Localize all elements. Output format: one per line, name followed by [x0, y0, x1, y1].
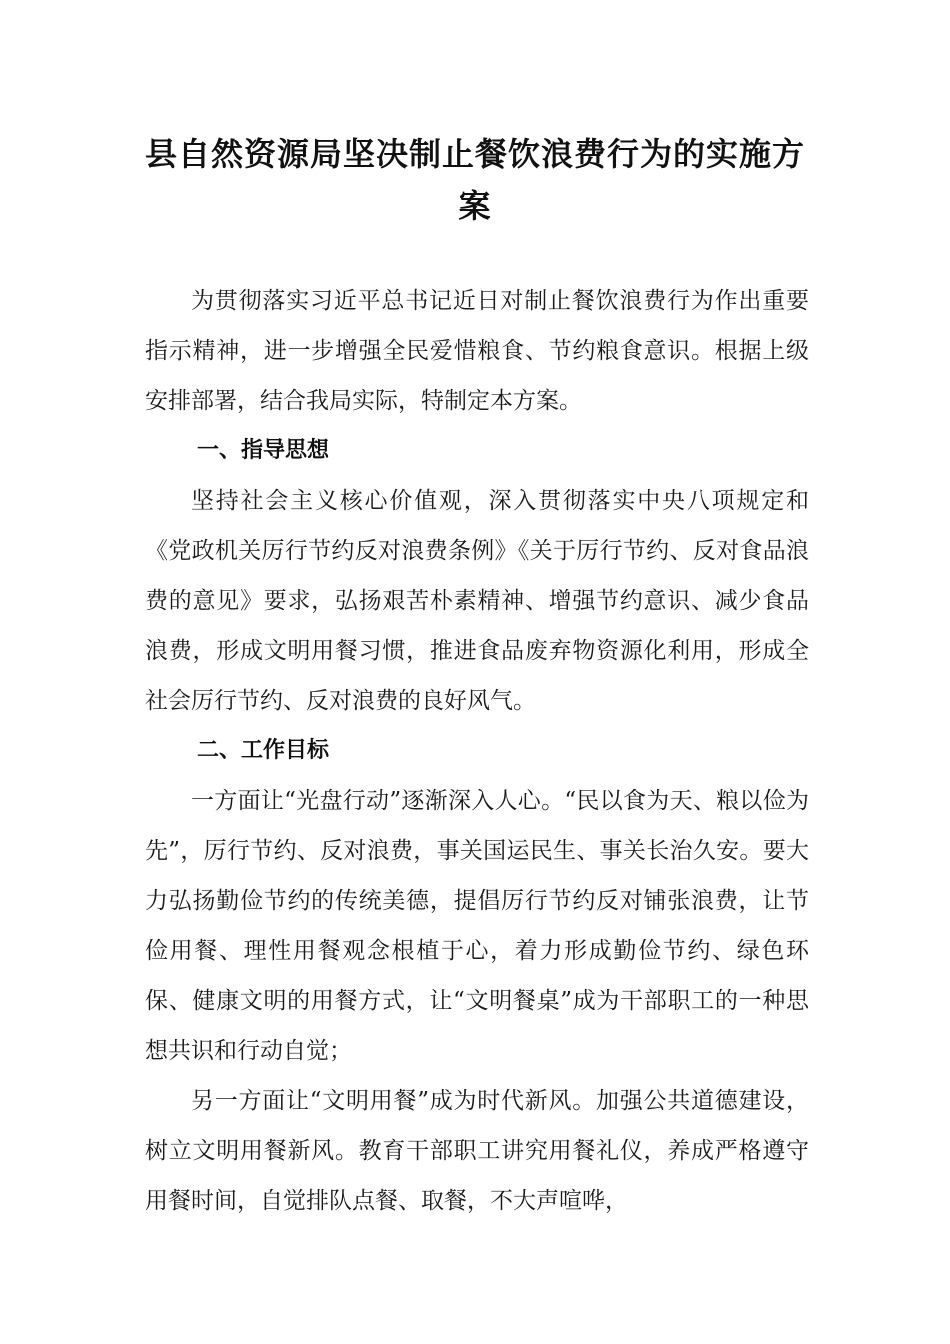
section-heading-guiding-ideology: 一、指导思想	[197, 438, 330, 463]
work-goals-paragraph-1: 一方面让“光盘行动”逐渐深入人心。“民以食为天、粮以俭为先”，厉行节约、反对浪费，事关国运民生、事关长治久安。要大力弘扬勤俭节约的传统美德，提倡厉行节约反对铺张浪费，让节俭用餐、理性用餐观念根植于心，着力形成勤俭节约、绿色环保、健康文明的用餐方式，让“文明餐桌”成为干部职工的一种思想共识和行动自觉；	[145, 788, 809, 1064]
work-goals-paragraph-2: 另一方面让“文明用餐”成为时代新风。加强公共道德建设，树立文明用餐新风。教育干部职工讲究用餐礼仪，养成严格遵守用餐时间，自觉排队点餐、取餐，不大声喧哗，	[145, 1088, 809, 1214]
guiding-ideology-paragraph: 坚持社会主义核心价值观，深入贯彻落实中央八项规定和《党政机关厉行节约反对浪费条例》《关于厉行节约、反对食品浪费的意见》要求，弘扬艰苦朴素精神、增强节约意识、减少食品浪费，形成文明用餐习惯，推进食品废弃物资源化利用，形成全社会厉行节约、反对浪费的良好风气。	[145, 488, 809, 714]
intro-paragraph: 为贯彻落实习近平总书记近日对制止餐饮浪费行为作出重要指示精神，进一步增强全民爱惜粮食、节约粮食意识。根据上级安排部署，结合我局实际，特制定本方案。	[145, 288, 809, 414]
document-body	[145, 276, 809, 1226]
section-heading-work-goals: 二、工作目标	[197, 738, 330, 763]
document-title: 县自然资源局坚决制止餐饮浪费行为的实施方案	[144, 135, 805, 225]
